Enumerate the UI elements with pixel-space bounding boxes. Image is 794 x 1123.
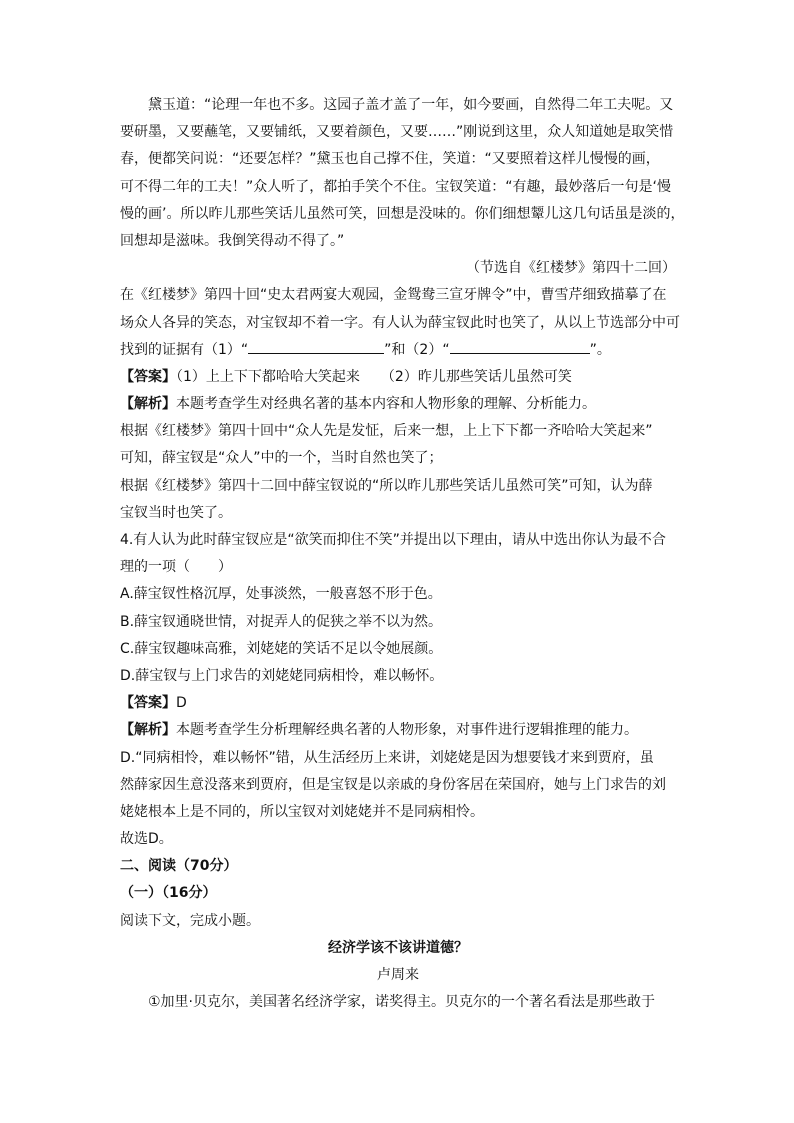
analysis-line: 可知，薛宝钗是“众人”中的一个，当时自然也笑了； bbox=[120, 450, 443, 467]
question4-stem: 4.有人认为此时薛宝钗应是“欲笑而抑住不笑”并提出以下理由，请从中选出你认为最不合 bbox=[120, 532, 666, 548]
passage-line: 回想却是滋味。我倒笑得动不得了。” bbox=[120, 232, 345, 249]
passage-line: 慢的画’。所以昨儿那些笑话儿虽然可笑，回想是没味的。你们细想颦儿这几句话虽是淡的， bbox=[120, 205, 685, 222]
answer-text: D bbox=[176, 695, 187, 712]
passage-line: 春，便都笑问说：“还要怎样？”黛玉也自己撑不住，笑道：“又要照着这样儿慢慢的画， bbox=[120, 151, 660, 168]
answer-blank-1[interactable] bbox=[248, 337, 384, 354]
analysis-tag: 【解析】 bbox=[120, 396, 176, 413]
option-c: C.薛宝钗趣味高雅，刘姥姥的笑话不足以令她展颜。 bbox=[120, 640, 443, 657]
passage-line: 可不得二年的工夫！”众人听了，都拍手笑个不住。宝钗笑道：“有趣，最妙落后一句是‘慢 bbox=[120, 178, 671, 195]
passage-source: （节选自《红楼梦》第四十二回） bbox=[466, 260, 676, 277]
question4-answer bbox=[120, 690, 676, 717]
question4-stem: 理的一项（ ） bbox=[120, 559, 232, 576]
passage-line: 要研墨，又要蘸笔，又要铺纸，又要着颜色，又要……”刚说到这里，众人知道她是取笑惜 bbox=[120, 124, 674, 141]
question3-text: ”。 bbox=[589, 341, 611, 358]
analysis-line: 然薛家因生意没落来到贾府，但是宝钗是以亲戚的身份客居在荣国府，她与上门求告的刘 bbox=[120, 776, 666, 793]
sub-heading: （一）（16分） bbox=[120, 885, 217, 902]
analysis-line: 根据《红楼梦》第四十回中“众人先是发怔，后来一想，上上下下都一齐哈哈大笑起来” bbox=[120, 423, 653, 440]
analysis-text: 本题考查学生分析理解经典名著的人物形象，对事件进行逻辑推理的能力。 bbox=[176, 722, 638, 739]
question3-analysis bbox=[120, 391, 676, 418]
question4-analysis bbox=[120, 717, 676, 744]
answer-tag: 【答案】 bbox=[120, 368, 176, 385]
answer-blank-2[interactable] bbox=[450, 337, 590, 354]
answer-tag: 【答案】 bbox=[120, 695, 176, 712]
section-heading: 二、阅读（70分） bbox=[120, 858, 238, 875]
option-a: A.薛宝钗性格沉厚，处事淡然，一般喜怒不形于色。 bbox=[120, 586, 442, 603]
analysis-text: 本题考查学生对经典名著的基本内容和人物形象的理解、分析能力。 bbox=[176, 396, 596, 413]
instruction: 阅读下文，完成小题。 bbox=[120, 912, 260, 929]
question3-text: ”和（2）“ bbox=[384, 341, 450, 358]
article-title: 经济学该不该讲道德？ bbox=[328, 939, 468, 956]
analysis-line: 故选D。 bbox=[120, 831, 173, 848]
analysis-line: D.“同病相怜，难以畅怀”错，从生活经历上来讲，刘姥姥是因为想要钱才来到贾府，虽 bbox=[120, 749, 654, 766]
article-paragraph: ①加里·贝克尔，美国著名经济学家，诺奖得主。贝克尔的一个著名看法是那些敢于 bbox=[148, 994, 655, 1011]
question3-line: 场众人各异的笑态，对宝钗却不着一字。有人认为薛宝钗此时也笑了，从以上节选部分中可 bbox=[120, 314, 680, 331]
analysis-tag: 【解析】 bbox=[120, 722, 176, 739]
analysis-line: 宝钗当时也笑了。 bbox=[120, 504, 232, 521]
analysis-line: 姥姥根本上是不同的，所以宝钗对刘姥姥并不是同病相怜。 bbox=[120, 803, 484, 820]
answer-text: （1）上上下下都哈哈大笑起来 （2）昨儿那些笑话儿虽然可笑 bbox=[176, 368, 572, 385]
analysis-line: 根据《红楼梦》第四十二回中薛宝钗说的“所以昨儿那些笑话儿虽然可笑”可知，认为薛 bbox=[120, 477, 653, 494]
question3-line: 在《红楼梦》第四十回“史太君两宴大观园，金鸳鸯三宣牙牌令”中，曹雪芹细致描摹了在 bbox=[120, 287, 667, 304]
question3-text: 找到的证据有（1）“ bbox=[120, 341, 249, 358]
option-b: B.薛宝钗通晓世情，对捉弄人的促狭之举不以为然。 bbox=[120, 613, 443, 630]
question3-blanks-line bbox=[120, 337, 676, 364]
option-d: D.薛宝钗与上门求告的刘姥姥同病相怜，难以畅怀。 bbox=[120, 667, 444, 684]
document-page bbox=[120, 92, 685, 1016]
passage-line: 黛玉道：“论理一年也不多。这园子盖才盖了一年，如今要画，自然得二年工夫呢。又 bbox=[148, 97, 674, 113]
question3-answer bbox=[120, 364, 676, 391]
article-author: 卢周来 bbox=[377, 967, 419, 983]
